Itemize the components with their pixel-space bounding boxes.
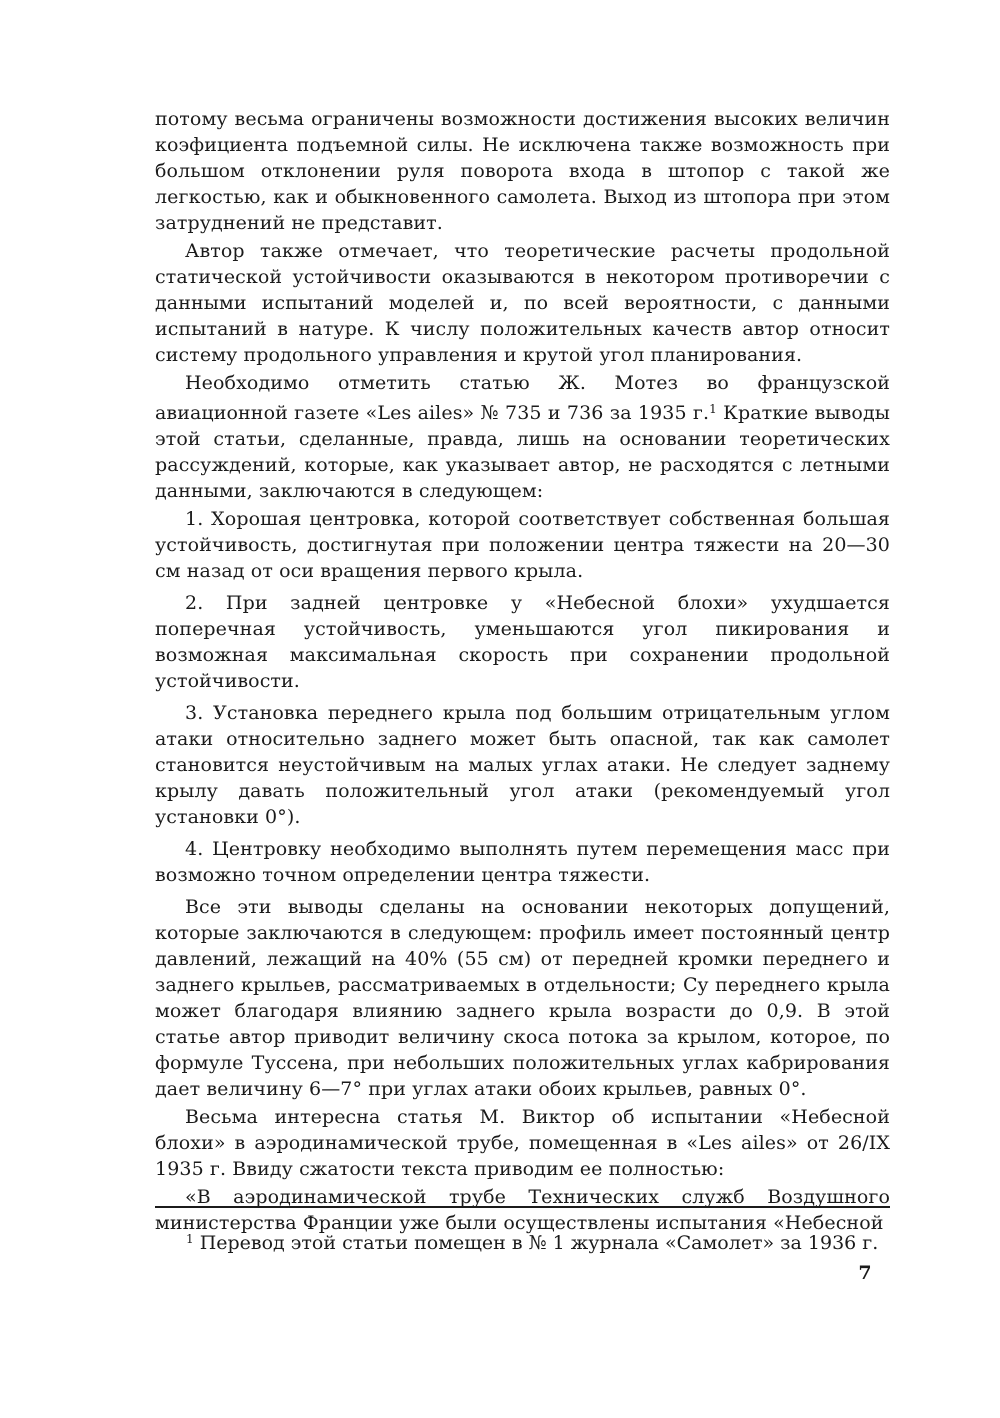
paragraph-3-continuation: Краткие выводы этой статьи, сделанные, правда, лишь на основании теоретических рассуждений, которые, как указывает автор, не расходятся с летными данными, заключаются в следующем: xyxy=(155,402,890,502)
body-text xyxy=(155,106,890,1238)
paragraph-2: Автор также отмечает, что теоретические расчеты продольной статической устойчивости оказываются в некотором противоречии с данными испытаний моделей и, по всей вероятности, с данными испытаний в натуре. К числу положительных качеств автор относит систему продольного управления и крутой угол планирования. xyxy=(155,240,890,366)
paragraph-quote: «В аэродинамической трубе Технических служб Воздушного министерства Франции уже были осуществлены испытания «Небесной xyxy=(155,1186,890,1234)
conclusion-item-4: 4. Центровку необходимо выполнять путем перемещения масс при возможно точном определении центра тяжести. xyxy=(155,838,890,886)
footnote xyxy=(186,1226,890,1256)
conclusion-item-2: 2. При задней центровке у «Небесной блохи» ухудшается поперечная устойчивость, уменьшаются угол пикирования и возможная максимальная скорость при сохранении продольной устойчивости. xyxy=(155,592,890,692)
paragraph-3-text: Необходимо отметить статью Ж. Мотез во французской авиационной газете «Les ailes» № 735 и 736 за 1935 г. xyxy=(155,372,890,424)
paragraph-3 xyxy=(155,370,890,504)
footnote-text: Перевод этой статьи помещен в № 1 журнала «Самолет» за 1936 г. xyxy=(199,1232,879,1254)
paragraph-article-victor: Весьма интересна статья М. Виктор об испытании «Небесной блохи» в аэродинамической трубе, помещенная в «Les ailes» от 26/IX 1935 г. Ввиду сжатости текста приводим ее полностью: xyxy=(155,1106,890,1180)
paragraph-1: потому весьма ограничены возможности достижения высоких величин коэфициента подъемной силы. Не исключена также возможность при большом отклонении руля поворота входа в штопор с такой же легкостью, как и обыкновенного самолета. Выход из штопора при этом затруднений не представит. xyxy=(155,108,890,234)
footnote-divider xyxy=(155,1206,890,1208)
footnote-reference: 1 xyxy=(709,402,717,416)
footnote-marker: 1 xyxy=(186,1232,194,1246)
conclusion-item-3: 3. Установка переднего крыла под большим отрицательным углом атаки относительно заднего может быть опасной, так как самолет становится неустойчивым на малых углах атаки. Не следует заднему крылу давать положительный угол атаки (рекомендуемый угол установки 0°). xyxy=(155,702,890,828)
paragraph-assumptions: Все эти выводы сделаны на основании некоторых допущений, которые заключаются в следующем: профиль имеет постоянный центр давлений, лежащий на 40% (55 см) от передней кромки переднего и заднего крыльев, рассматриваемых в отдельности; Cy переднего крыла может благодаря влиянию заднего крыла возрасти до 0,9. В этой статье автор приводит величину скоса потока за крылом, которое, по формуле Туссена, при небольших положительных углах кабрирования дает величину 6—7° при углах атаки обоих крыльев, равных 0°. xyxy=(155,896,890,1100)
conclusion-item-1: 1. Хорошая центровка, которой соответствует собственная большая устойчивость, достигнутая при положении центра тяжести на 20—30 см назад от оси вращения первого крыла. xyxy=(155,508,890,582)
page-number: 7 xyxy=(858,1262,872,1284)
